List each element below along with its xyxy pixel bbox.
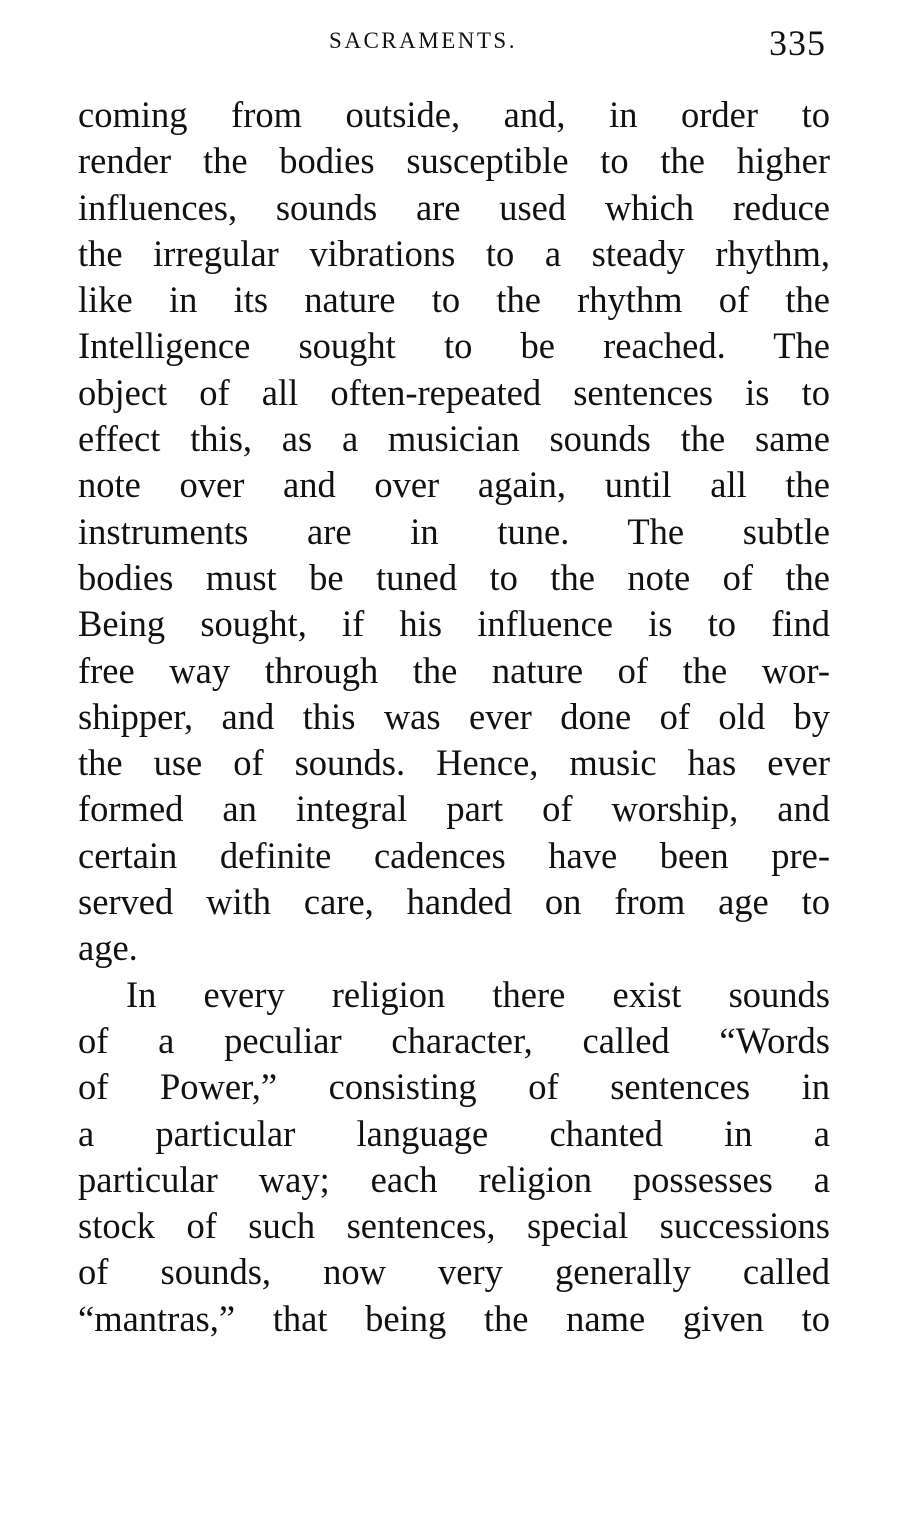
- text-line: a particular language chanted in a: [78, 1112, 830, 1154]
- text-line: bodies must be tuned to the note of the: [78, 556, 830, 598]
- text-line: age.: [78, 927, 138, 969]
- text-line: “mantras,” that being the name given to: [78, 1297, 830, 1339]
- text-line: effect this, as a musician sounds the same: [78, 418, 830, 460]
- text-line: render the bodies susceptible to the higher: [78, 140, 830, 182]
- text-line: formed an integral part of worship, and: [78, 788, 830, 830]
- running-head: [78, 22, 830, 66]
- text-line: like in its nature to the rhythm of the: [78, 279, 830, 321]
- text-line: the use of sounds. Hence, music has ever: [78, 742, 830, 784]
- page-number: 335: [769, 23, 826, 63]
- text-line: served with care, handed on from age to: [78, 881, 830, 923]
- paragraph: [78, 972, 830, 1342]
- text-line: instruments are in tune. The subtle: [78, 510, 830, 552]
- text-line: free way through the nature of the wor-: [78, 649, 830, 691]
- text-line: shipper, and this was ever done of old by: [78, 695, 830, 737]
- text-line: of a peculiar character, called “Words: [78, 1019, 830, 1061]
- paragraph: [78, 92, 830, 972]
- text-line: of Power,” consisting of sentences in: [78, 1066, 830, 1108]
- running-title: SACRAMENTS.: [329, 28, 517, 53]
- text-line: Being sought, if his influence is to find: [78, 603, 830, 645]
- text-line: certain definite cadences have been pre-: [78, 834, 830, 876]
- text-line: note over and over again, until all the: [78, 464, 830, 506]
- text-line: object of all often-repeated sentences is to: [78, 371, 830, 413]
- text-line: influences, sounds are used which reduce: [78, 186, 830, 228]
- text-line: particular way; each religion possesses a: [78, 1158, 830, 1200]
- text-line: Intelligence sought to be reached. The: [78, 325, 830, 367]
- text-line: of sounds, now very generally called: [78, 1251, 830, 1293]
- text-line: the irregular vibrations to a steady rhythm,: [78, 232, 830, 274]
- text-line: coming from outside, and, in order to: [78, 94, 830, 135]
- body-text: [78, 92, 830, 1342]
- text-line: stock of such sentences, special successions: [78, 1205, 830, 1247]
- text-line: In every religion there exist sounds: [126, 973, 830, 1015]
